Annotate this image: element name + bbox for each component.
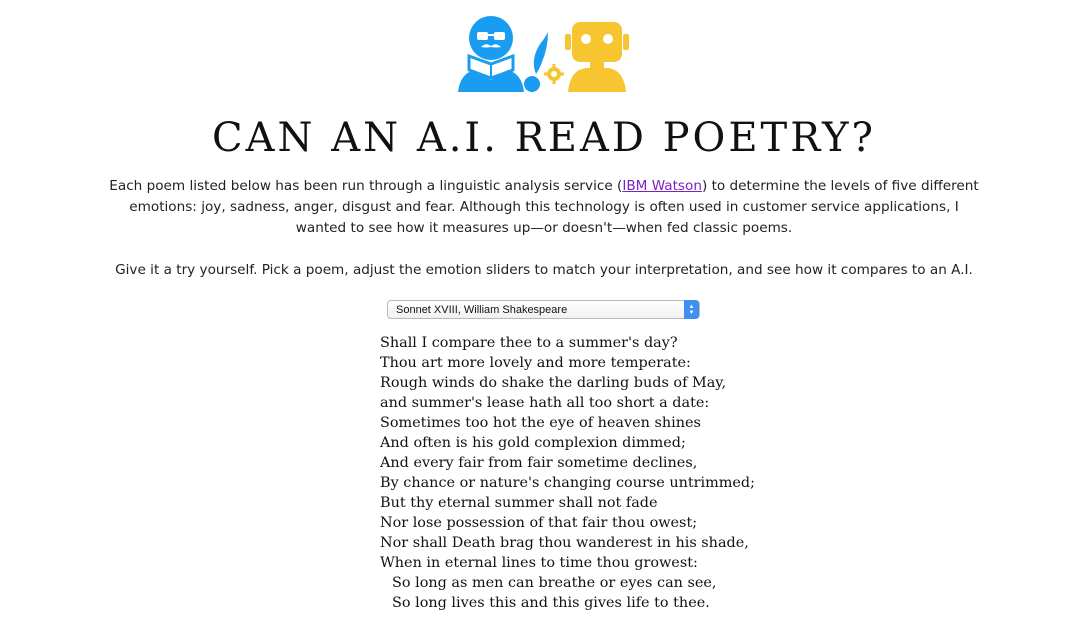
poem-line: So long as men can breathe or eyes can see, xyxy=(392,575,717,591)
poet-human-icon xyxy=(458,16,524,92)
intro-paragraph xyxy=(108,176,980,239)
robot-icon xyxy=(565,22,629,92)
poem-line: Thou art more lovely and more temperate: xyxy=(380,355,691,371)
poem-line: Sometimes too hot the eye of heaven shines xyxy=(380,415,701,431)
poem-text xyxy=(380,333,755,613)
select-arrows-icon: ▲ ▼ xyxy=(684,300,699,319)
poem-line: And often is his gold complexion dimmed; xyxy=(380,435,686,451)
logo-illustration xyxy=(444,8,644,98)
header-logo xyxy=(0,8,1088,98)
poem-line: Rough winds do shake the darling buds of May, xyxy=(380,375,727,391)
poem-select-value: Sonnet XVIII, William Shakespeare xyxy=(396,303,568,316)
poem-line: By chance or nature's changing course untrimmed; xyxy=(380,475,755,491)
poem-line: But thy eternal summer shall not fade xyxy=(380,495,658,511)
poem-line: Shall I compare thee to a summer's day? xyxy=(380,335,678,351)
poem-select[interactable] xyxy=(387,300,700,319)
poem-line: Nor shall Death brag thou wanderest in his shade, xyxy=(380,535,749,551)
gear-icon xyxy=(544,64,564,84)
poem-line: Nor lose possession of that fair thou owest; xyxy=(380,515,698,531)
ibm-watson-link[interactable]: IBM Watson xyxy=(622,178,702,194)
quill-icon xyxy=(524,32,548,92)
try-it-text: Give it a try yourself. Pick a poem, adjust the emotion sliders to match your interpretation, and see how it compares to an A.I. xyxy=(115,262,973,278)
intro-text-end: ) to determine the levels of five different emotions: joy, sadness, anger, disgust and fear. Although this technology is often used in customer service applications, I wanted to see how it measures up—or doesn't—when fed classic poems. xyxy=(129,178,979,236)
poem-line: So long lives this and this gives life to thee. xyxy=(392,595,710,611)
intro-text-start: Each poem listed below has been run through a linguistic analysis service ( xyxy=(109,178,623,194)
poem-line: When in eternal lines to time thou growest: xyxy=(380,555,698,571)
poem-line: and summer's lease hath all too short a date: xyxy=(380,395,710,411)
page-title: CAN AN A.I. READ POETRY? xyxy=(212,115,876,161)
poem-line: And every fair from fair sometime declines, xyxy=(380,455,698,471)
